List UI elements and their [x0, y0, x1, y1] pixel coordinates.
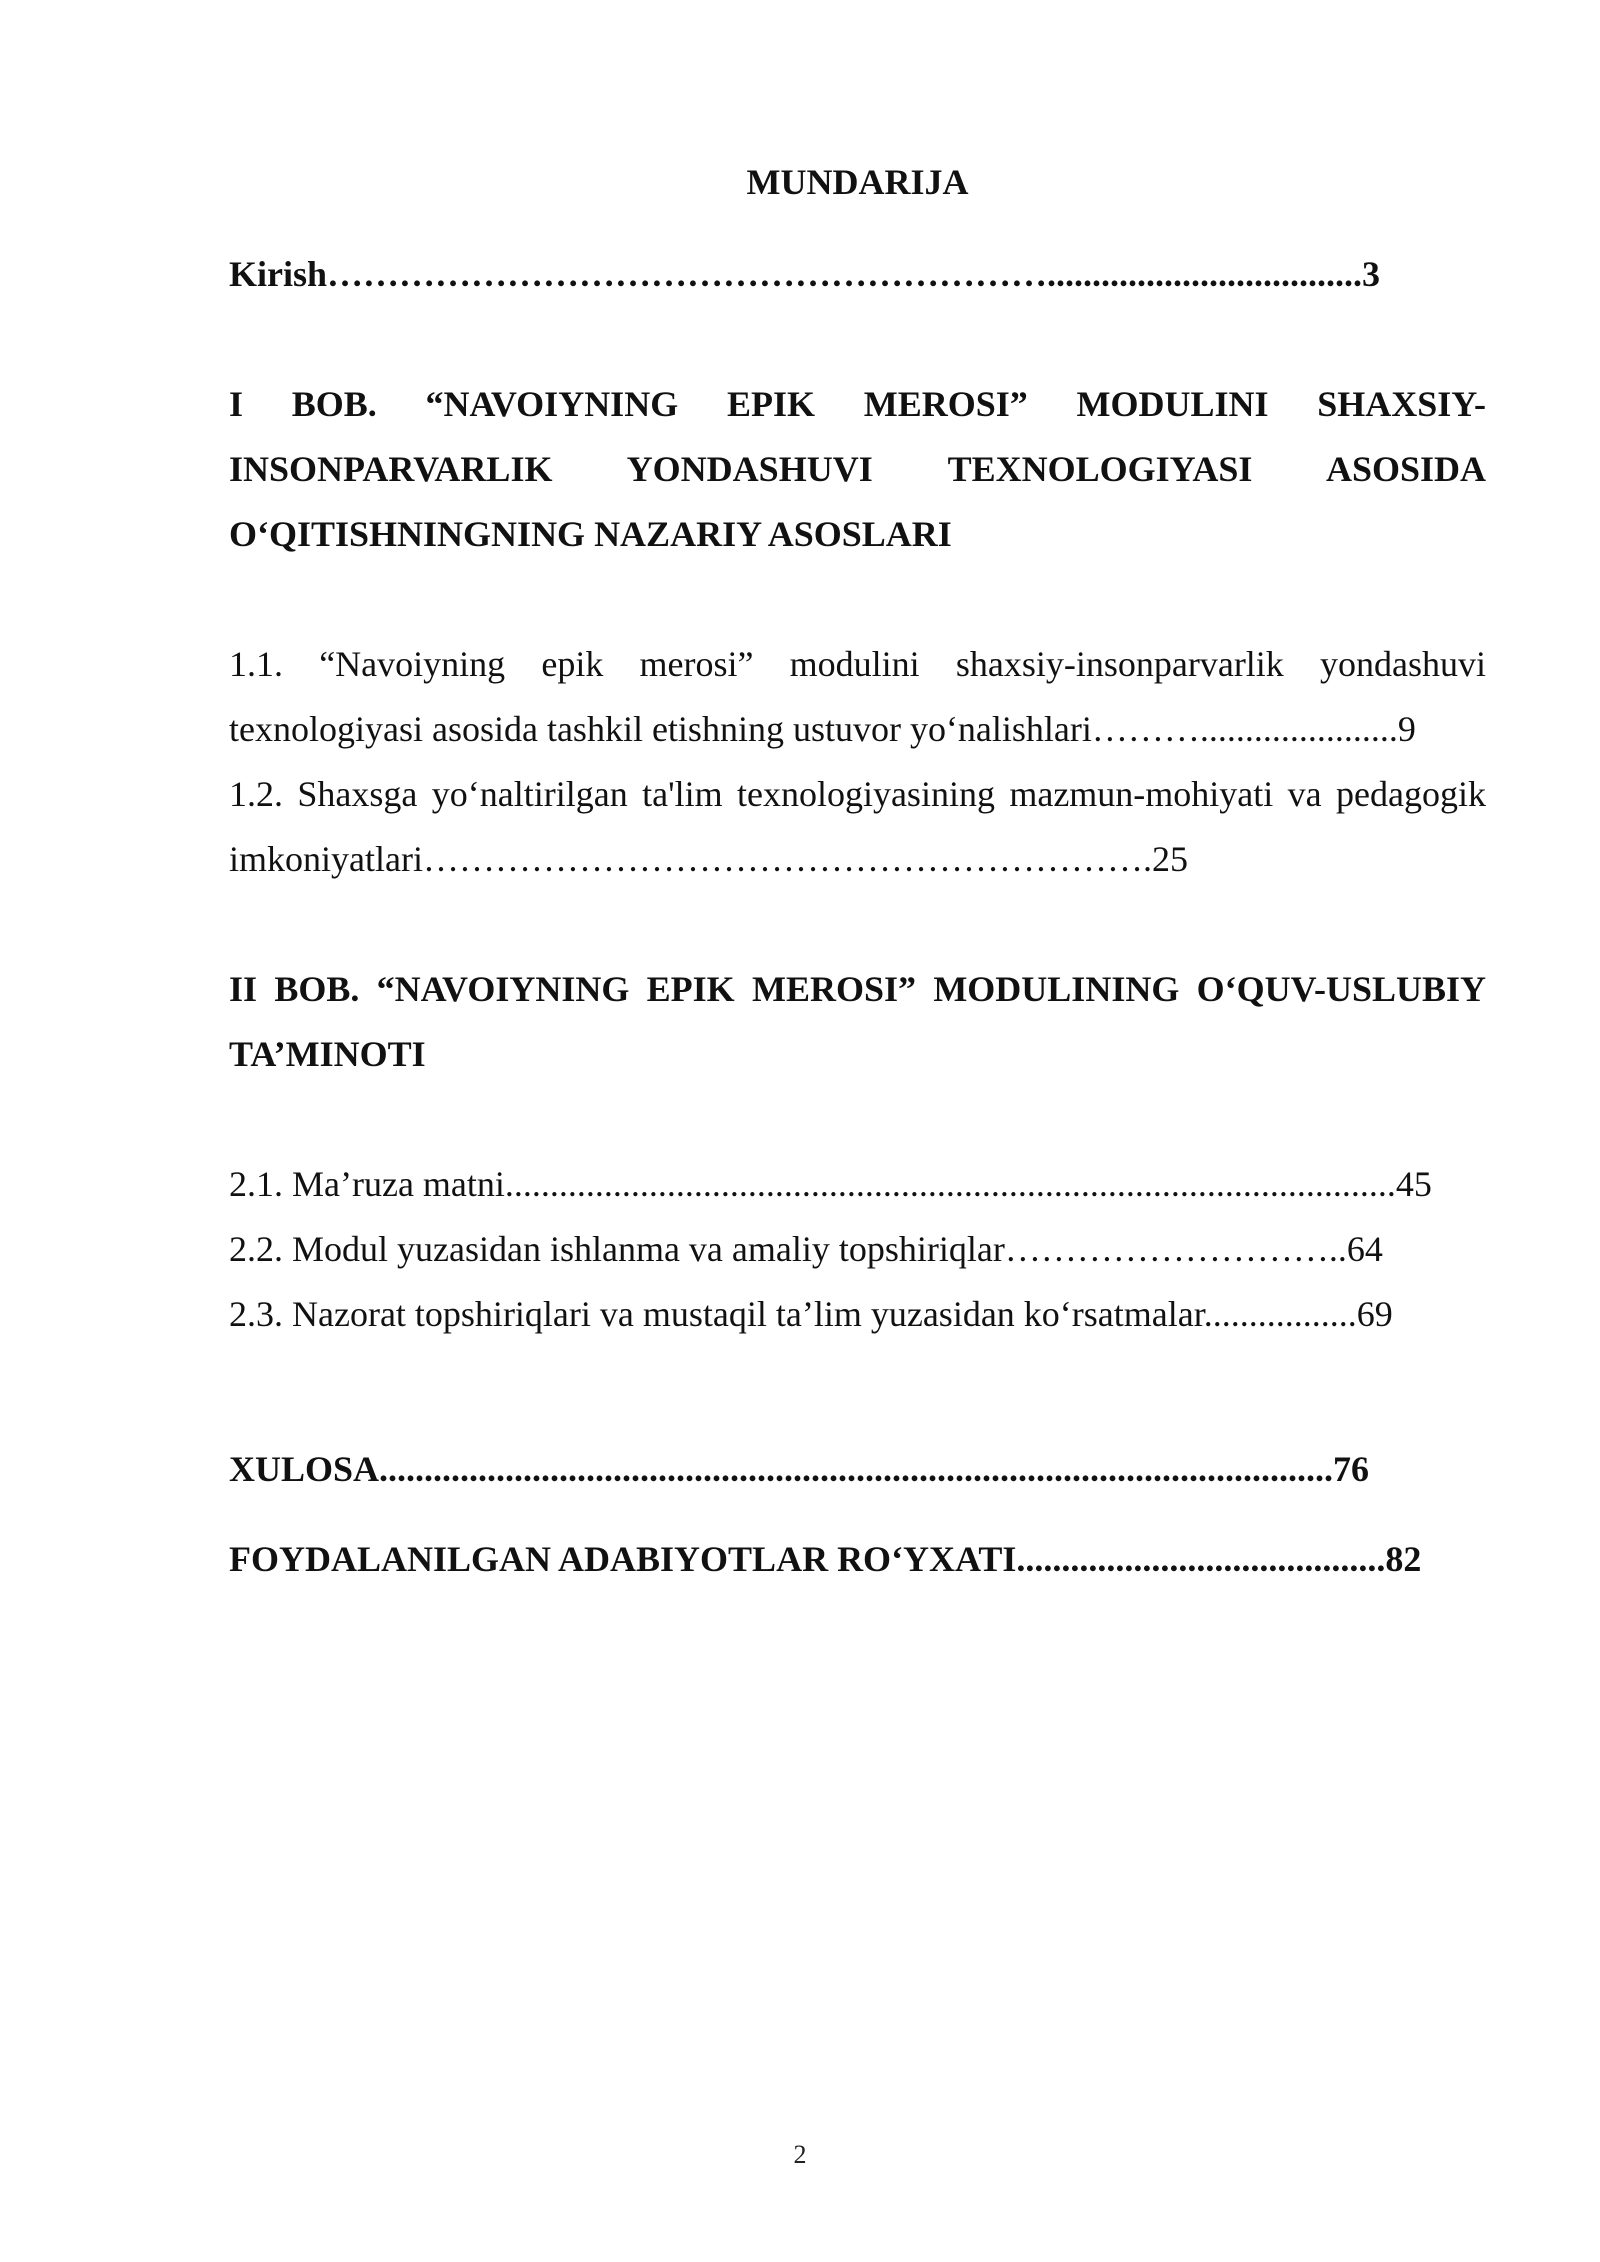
toc-chapter-1-heading: I BOB. “NAVOIYNING EPIK MEROSI” MODULINI SHAXSIY-INSONPARVARLIK YONDASHUVI TEXNOLOGIYASI ASOSIDA O‘QITISHNINGNING NAZARIY ASOSLARI	[229, 384, 1486, 554]
toc-entry-intro: Kirish……………………………………………………...................................3	[229, 254, 1381, 294]
toc-entry-section-2-1: 2.1. Ma’ruza matni...................................................................................................45	[229, 1164, 1432, 1204]
toc-entry-references: FOYDALANILGAN ADABIYOTLAR RO‘YXATI.........................................82	[229, 1539, 1422, 1579]
page-number: 2	[793, 2140, 807, 2169]
toc-entry-section-2-3: 2.3. Nazorat topshiriqlari va mustaqil ta’lim yuzasidan ko‘rsatmalar.................69	[229, 1294, 1393, 1334]
toc-chapter-2-heading: II BOB. “NAVOIYNING EPIK MEROSI” MODULINING O‘QUV-USLUBIY TA’MINOTI	[229, 969, 1486, 1074]
page-title: MUNDARIJA	[746, 162, 969, 202]
toc-entry-section-2-2: 2.2. Modul yuzasidan ishlanma va amaliy topshiriqlar………………………..64	[229, 1229, 1383, 1269]
toc-entry-section-1-2: 1.2. Shaxsga yo‘naltirilgan ta'lim texnologiyasining mazmun-mohiyati va pedagogik imkoniyatlari…………………………………………………….25	[229, 774, 1486, 879]
toc-entry-section-1-1: 1.1. “Navoiyning epik merosi” modulini shaxsiy-insonparvarlik yondashuvi texnologiyasi asosida tashkil etishning ustuvor yo‘nalishlari………......................9	[229, 644, 1486, 749]
toc-entry-conclusion: XULOSA..........................................................................................................76	[229, 1449, 1370, 1489]
table-of-contents	[229, 150, 1486, 1592]
